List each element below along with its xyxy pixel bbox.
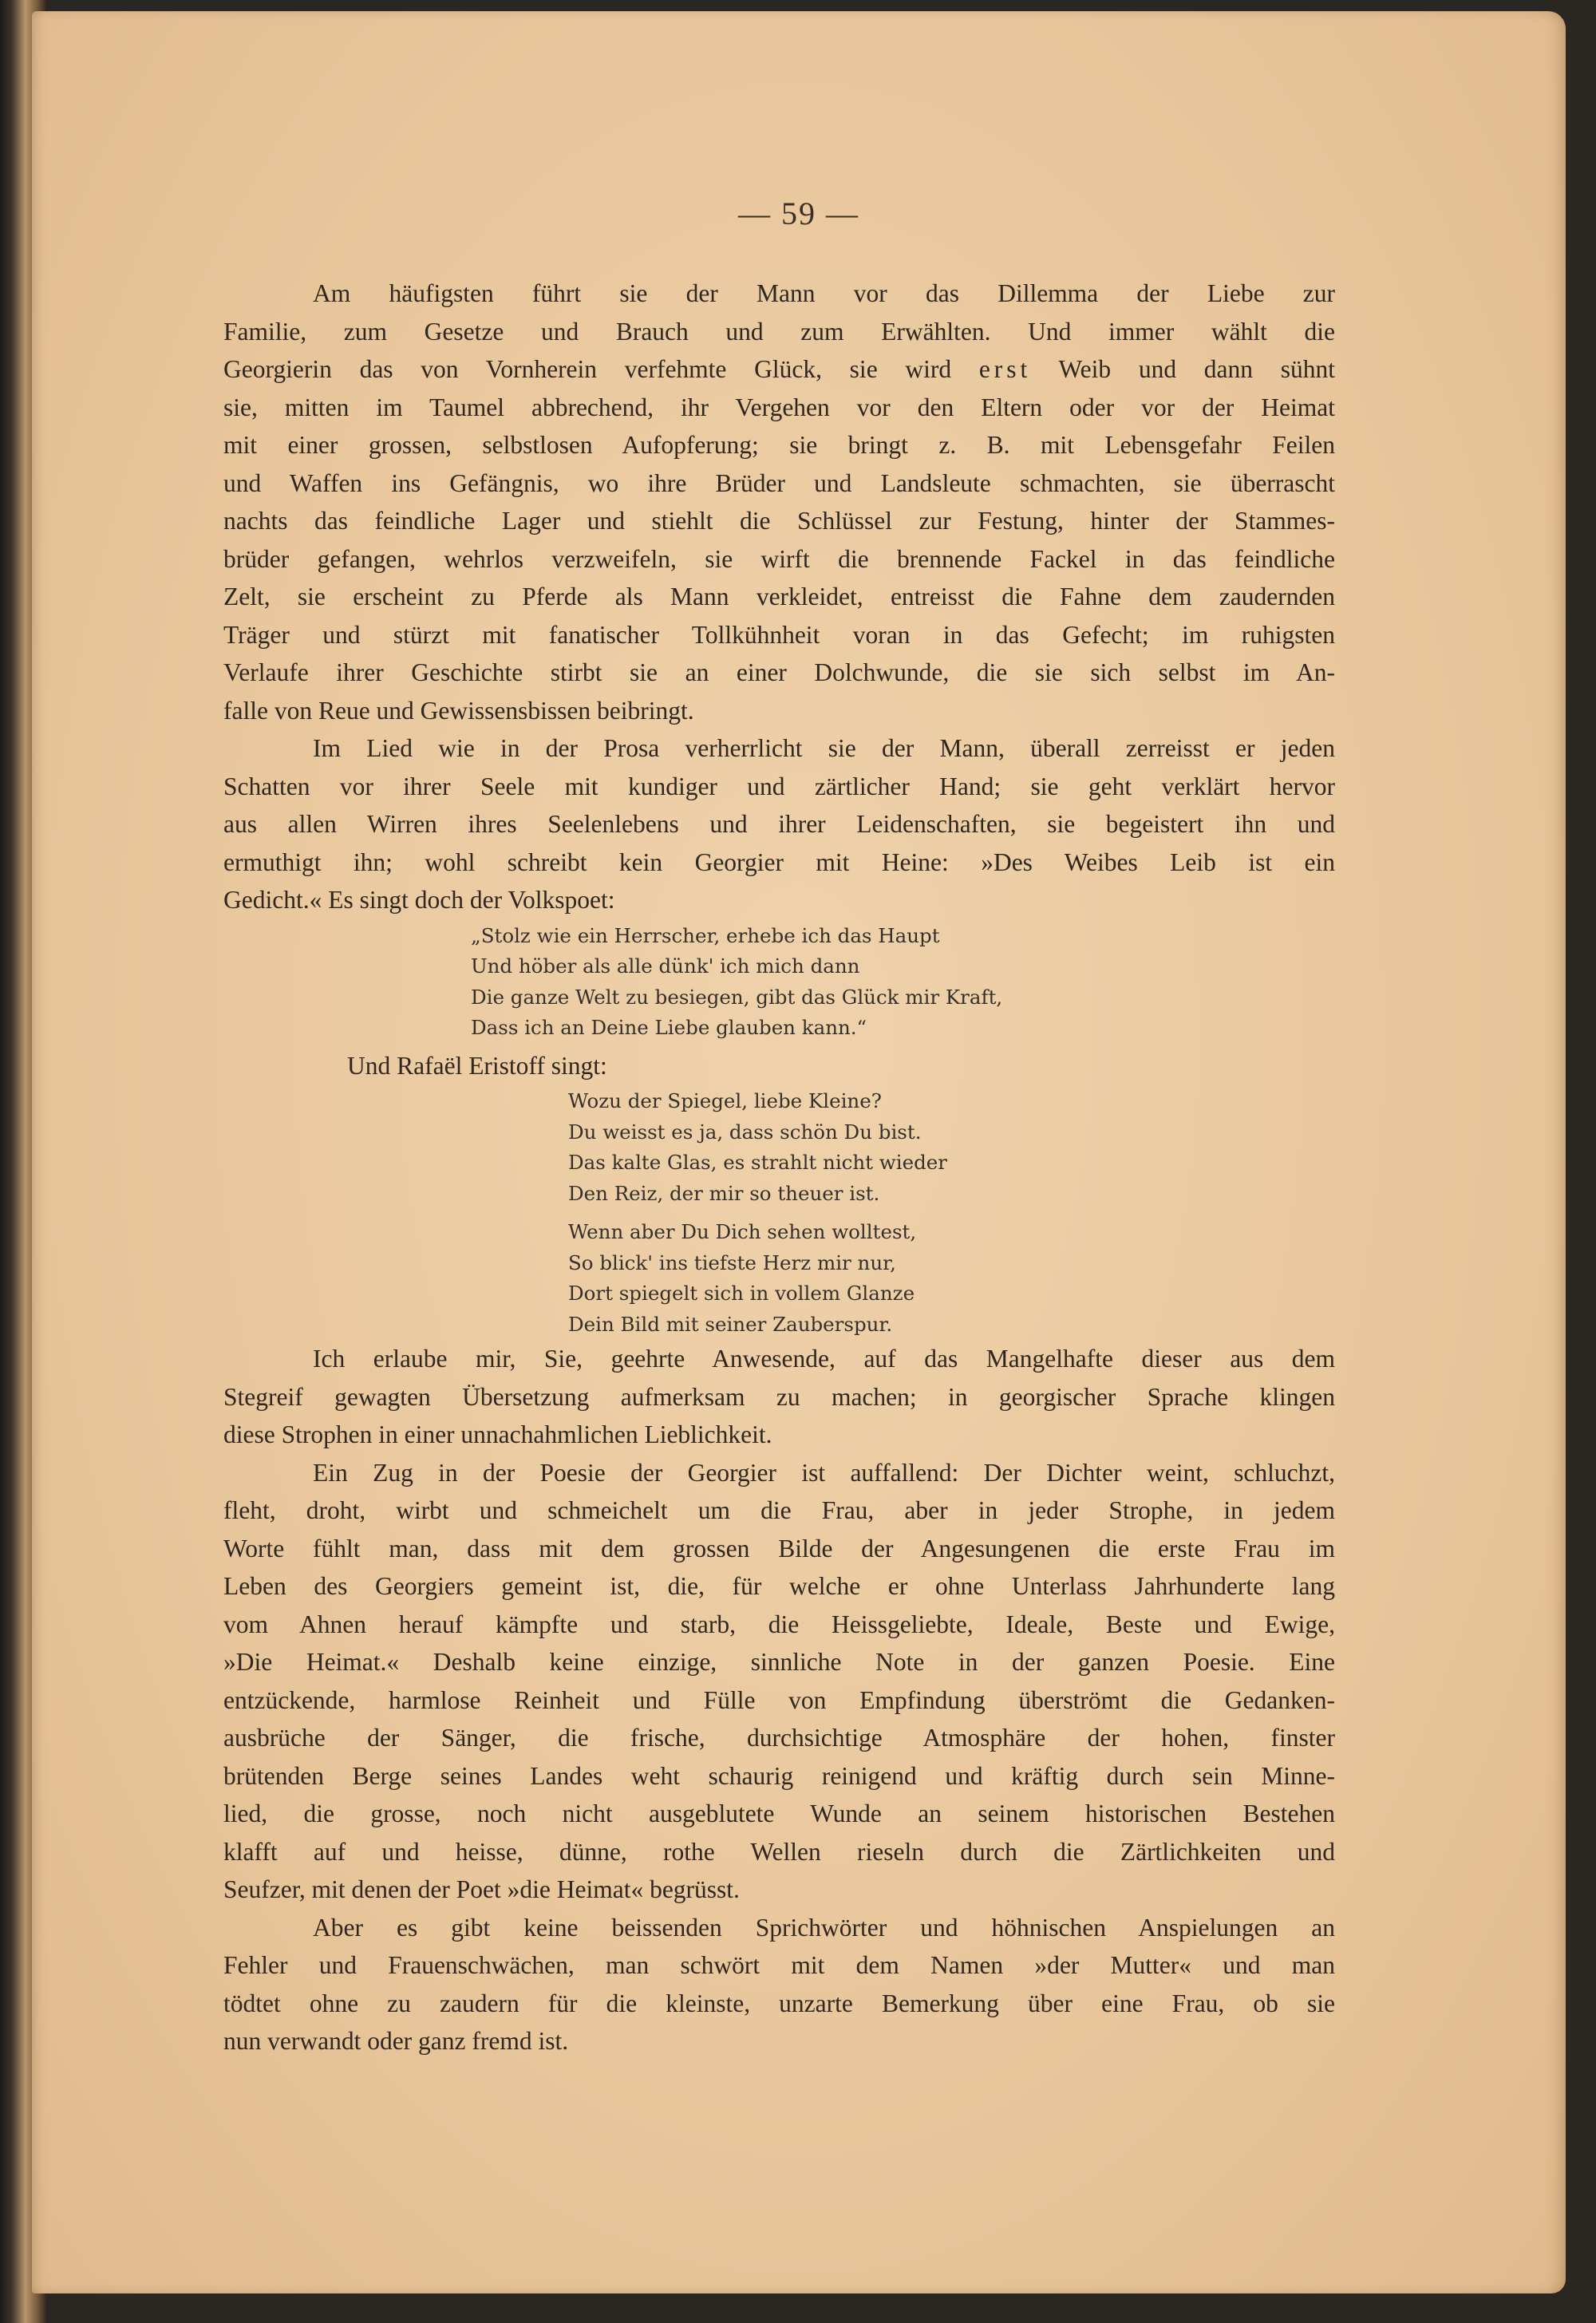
text-line: Verlaufe ihrer Geschichte stirbt sie an einer Dolchwunde, die sie sich selbst im An- [223, 658, 1335, 686]
poem-line: Wenn aber Du Dich sehen wolltest, [568, 1220, 917, 1243]
paragraph-3 [223, 1340, 1335, 1454]
poem-line: Und höber als alle dünk' ich mich dann [471, 954, 860, 978]
text-line: ausbrüche der Sänger, die frische, durchsichtige Atmosphäre der hohen, finster [223, 1724, 1335, 1752]
text-line: nachts das feindliche Lager und stiehlt die Schlüssel zur Festung, hinter der Stammes- [223, 507, 1335, 535]
text-line: falle von Reue und Gewissensbissen beibringt. [223, 696, 694, 725]
text-line: fleht, droht, wirbt und schmeichelt um die Frau, aber in jeder Strophe, in jedem [223, 1496, 1335, 1524]
book-page [32, 11, 1566, 2293]
text-line: brüder gefangen, wehrlos verzweifeln, sie wirft die brennende Fackel in das feindliche [223, 544, 1335, 573]
text-line: Worte fühlt man, dass mit dem grossen Bilde der Angesungenen die erste Frau im [223, 1534, 1335, 1562]
text-line: Im Lied wie in der Prosa verherrlicht sie der Mann, überall zerreisst er jeden [313, 734, 1335, 762]
poem-line: Die ganze Welt zu besiegen, gibt das Glück mir Kraft, [471, 985, 1003, 1009]
paragraph-5 [223, 1909, 1335, 2060]
text-line: mit einer grossen, selbstlosen Aufopferung; sie bringt z. B. mit Lebensgefahr Feilen [223, 431, 1335, 459]
text-line [223, 350, 1335, 389]
paragraph-1 [223, 275, 1335, 729]
text-line: Zelt, sie erscheint zu Pferde als Mann verkleidet, entreisst die Fahne dem zaudernden [223, 583, 1335, 610]
poem-line: Dort spiegelt sich in vollem Glanze [568, 1282, 915, 1305]
text-line: Seufzer, mit denen der Poet »die Heimat« begrüsst. [223, 1875, 740, 1903]
poem-volkspoet [471, 921, 1335, 1044]
text-line: ermuthigt ihn; wohl schreibt kein Georgier mit Heine: »Des Weibes Leib ist ein [223, 847, 1335, 876]
text-line: Stegreif gewagten Übersetzung aufmerksam zu machen; in georgischer Sprache klingen [223, 1382, 1335, 1411]
text-line: Familie, zum Gesetze und Brauch und zum Erwählten. Und immer wählt die [223, 317, 1335, 346]
text-line: Aber es gibt keine beissenden Sprichwörter und höhnischen Anspielungen an [313, 1913, 1335, 1942]
poem-line: „Stolz wie ein Herrscher, erhebe ich das Haupt [471, 923, 940, 947]
text-fragment: Weib und dann sühnt [1058, 355, 1335, 383]
poem-line: Du weisst es ja, dass schön Du bist. [568, 1120, 922, 1144]
poem-line: Den Reiz, der mir so theuer ist. [568, 1181, 880, 1205]
text-line: Träger und stürzt mit fanatischer Tollkühnheit voran in das Gefecht; im ruhigsten [223, 620, 1335, 649]
text-line: brütenden Berge seines Landes weht schaurig reinigend und kräftig durch sein Minne- [223, 1761, 1335, 1790]
text-line: Ein Zug in der Poesie der Georgier ist auffallend: Der Dichter weint, schluchzt, [313, 1458, 1335, 1487]
text-fragment: Georgierin das von Vornherein verfehmte Glück, sie wird [223, 355, 952, 383]
poem-line: Dass ich an Deine Liebe glauben kann.“ [471, 1016, 867, 1039]
text-line: Leben des Georgiers gemeint ist, die, für welche er ohne Unterlass Jahrhunderte lang [223, 1572, 1335, 1600]
text-line: Ich erlaube mir, Sie, geehrte Anwesende, auf das Mangelhafte dieser aus dem [313, 1345, 1335, 1373]
text-line: vom Ahnen herauf kämpfte und starb, die Heissgeliebte, Ideale, Beste und Ewige, [223, 1610, 1335, 1638]
text-line: entzückende, harmlose Reinheit und Fülle von Empfindung überströmt die Gedanken- [223, 1685, 1335, 1714]
text-line: Gedicht.« Es singt doch der Volkspoet: [223, 886, 615, 914]
text-line: und Waffen ins Gefängnis, wo ihre Brüder und Landsleute schmachten, sie überrascht [223, 468, 1335, 497]
poem-line: Das kalte Glas, es strahlt nicht wieder [568, 1151, 947, 1174]
text-line: diese Strophen in einer unnachahmlichen Lieblichkeit. [223, 1420, 772, 1448]
poem-eristoff [568, 1086, 1335, 1340]
text-line: lied, die grosse, noch nicht ausgeblutete Wunde an seinem historischen Bestehen [223, 1800, 1335, 1827]
poem-line: Dein Bild mit seiner Zauberspur. [568, 1312, 893, 1336]
text-line: tödtet ohne zu zaudern für die kleinste, unzarte Bemerkung über eine Frau, ob sie [223, 1989, 1335, 2017]
poem-2-intro: Und Rafaël Eristoff singt: [347, 1051, 607, 1080]
text-line: Schatten vor ihrer Seele mit kundiger und zärtlicher Hand; sie geht verklärt hervor [223, 772, 1335, 800]
paragraph-4 [223, 1454, 1335, 1909]
text-line: sie, mitten im Taumel abbrechend, ihr Vergehen vor den Eltern oder vor der Heimat [223, 393, 1335, 421]
body-text [223, 275, 1335, 2060]
stanza-divider [568, 1209, 1335, 1217]
text-line: »Die Heimat.« Deshalb keine einzige, sinnliche Note in der ganzen Poesie. Eine [223, 1648, 1335, 1676]
text-line: Fehler und Frauenschwächen, man schwört mit dem Namen »der Mutter« und man [223, 1951, 1335, 1979]
poem-line: So blick' ins tiefste Herz mir nur, [568, 1250, 896, 1274]
text-line: nun verwandt oder ganz fremd ist. [223, 2027, 569, 2055]
text-line: aus allen Wirren ihres Seelenlebens und ihrer Leidenschaften, sie begeistert ihn und [223, 810, 1335, 838]
page-number: — 59 — [738, 196, 859, 231]
text-line: Am häufigsten führt sie der Mann vor das Dillemma der Liebe zur [313, 279, 1335, 307]
emphasized-word: erst [978, 355, 1032, 383]
poem-line: Wozu der Spiegel, liebe Kleine? [568, 1089, 882, 1112]
paragraph-2 [223, 729, 1335, 919]
text-line: klafft auf und heisse, dünne, rothe Wellen rieseln durch die Zärtlichkeiten und [223, 1837, 1335, 1866]
